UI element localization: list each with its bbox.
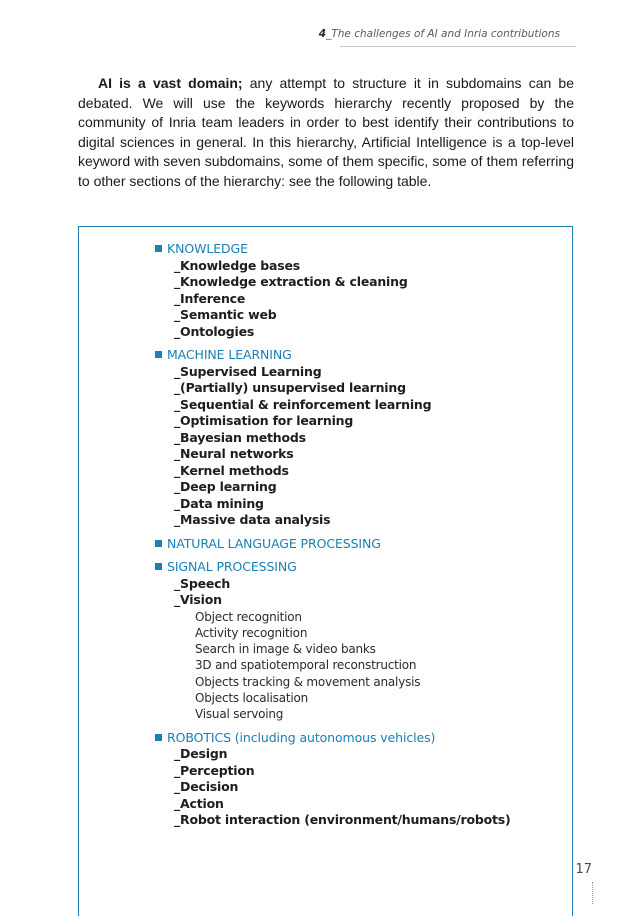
- dotted-rule: [592, 882, 593, 904]
- subdomain-label: _Design: [174, 746, 228, 762]
- subdomain-label: _Vision: [174, 592, 222, 607]
- subdomain-item: [174, 496, 511, 513]
- page-number: 17: [575, 862, 592, 877]
- domain-item: [155, 559, 511, 723]
- sub-subdomain-item: Objects localisation: [195, 690, 309, 705]
- subdomain-item: [174, 258, 511, 275]
- subdomain-item: [174, 324, 511, 341]
- sub-subdomain-item: Object recognition: [195, 609, 302, 624]
- subdomain-label: _Kernel methods: [174, 462, 289, 478]
- subdomain-item: [174, 463, 511, 480]
- running-header: [319, 28, 560, 40]
- sub-subdomain-list: [174, 609, 511, 723]
- sub-subdomain-item: 3D and spatiotemporal reconstruction: [195, 658, 417, 673]
- domain-title-text: NATURAL LANGUAGE PROCESSING: [167, 535, 381, 551]
- domain-item: [155, 536, 511, 553]
- subdomain-item: [174, 779, 511, 796]
- subdomain-item: [174, 274, 511, 291]
- subdomain-item: [174, 430, 511, 447]
- subdomain-label: _Robot interaction (environment/humans/robots): [174, 812, 511, 828]
- square-bullet-icon: [155, 734, 162, 741]
- subdomain-label: _Decision: [174, 779, 239, 795]
- chapter-number: 4: [318, 28, 327, 40]
- subdomain-item: [174, 413, 511, 430]
- subdomain-label: _Inference: [174, 290, 246, 306]
- domain-title: [155, 559, 511, 576]
- header-rule: [340, 46, 576, 47]
- subdomain-item: [174, 796, 511, 813]
- subdomain-label: _Optimisation for learning: [174, 413, 354, 428]
- subdomain-label: _Perception: [174, 762, 255, 778]
- subdomain-item: [174, 479, 511, 496]
- domain-title: [155, 241, 511, 258]
- subdomain-label: _Bayesian methods: [174, 429, 306, 445]
- subdomain-list: [155, 258, 511, 341]
- subdomain-list: [155, 576, 511, 723]
- square-bullet-icon: [155, 563, 162, 570]
- square-bullet-icon: [155, 245, 162, 252]
- subdomain-item: [174, 397, 511, 414]
- domain-title: [155, 730, 511, 747]
- domain-item: [155, 347, 511, 529]
- subdomain-item: [174, 446, 511, 463]
- subdomain-item: [174, 380, 511, 397]
- domain-title-text: KNOWLEDGE: [167, 241, 248, 256]
- subdomain-label: _Neural networks: [174, 446, 294, 461]
- subdomain-item: [174, 812, 511, 829]
- subdomain-label: _Sequential & reinforcement learning: [174, 396, 432, 412]
- domain-title-text: ROBOTICS (including autonomous vehicles): [167, 729, 436, 745]
- subdomain-label: _Supervised Learning: [174, 363, 322, 379]
- sub-subdomain-item: Search in image & video banks: [195, 642, 376, 657]
- subdomain-item: [174, 307, 511, 324]
- sub-subdomain-item: Visual servoing: [195, 707, 284, 722]
- intro-paragraph: [78, 74, 574, 191]
- subdomain-item: [174, 364, 511, 381]
- subdomain-label: _Data mining: [174, 495, 264, 511]
- subdomain-label: _Action: [174, 795, 224, 811]
- keywords-hierarchy: [155, 241, 511, 836]
- domain-title: [155, 536, 511, 553]
- subdomain-label: _Semantic web: [174, 307, 277, 322]
- subdomain-label: _Massive data analysis: [174, 512, 331, 527]
- subdomain-label: _Ontologies: [174, 323, 255, 339]
- subdomain-item: [174, 512, 511, 529]
- intro-lead: AI is a vast domain;: [98, 75, 243, 91]
- subdomain-item: [174, 291, 511, 308]
- domain-title-text: MACHINE LEARNING: [167, 347, 292, 362]
- domain-title: [155, 347, 511, 364]
- subdomain-item: [174, 763, 511, 780]
- subdomain-label: _Knowledge extraction & cleaning: [174, 274, 408, 289]
- intro-body: any attempt to structure it in subdomains can be debated. We will use the keywords hierarchy recently proposed by the community of Inria team leaders in order to best identify their contributions to digital sciences in general. In this hierarchy, Artificial Intelligence is a top-level keyword with seven subdomains, some of them specific, some of them referring to other sections of the hierarchy: see the following table.: [78, 75, 575, 189]
- subdomain-label: _Deep learning: [174, 479, 277, 494]
- subdomain-list: [155, 746, 511, 829]
- chapter-title: _The challenges of AI and Inria contributions: [326, 28, 560, 40]
- subdomain-item: [174, 576, 511, 593]
- sub-subdomain-item: Objects tracking & movement analysis: [195, 674, 421, 689]
- domain-title-text: SIGNAL PROCESSING: [167, 559, 297, 574]
- domain-item: [155, 241, 511, 340]
- subdomain-label: _Knowledge bases: [174, 257, 300, 273]
- subdomain-item: [174, 592, 511, 723]
- subdomain-label: _Speech: [174, 575, 231, 591]
- square-bullet-icon: [155, 351, 162, 358]
- sub-subdomain-item: Activity recognition: [195, 625, 308, 640]
- subdomain-list: [155, 364, 511, 529]
- subdomain-item: [174, 746, 511, 763]
- subdomain-label: _(Partially) unsupervised learning: [174, 380, 406, 395]
- square-bullet-icon: [155, 540, 162, 547]
- domain-item: [155, 730, 511, 829]
